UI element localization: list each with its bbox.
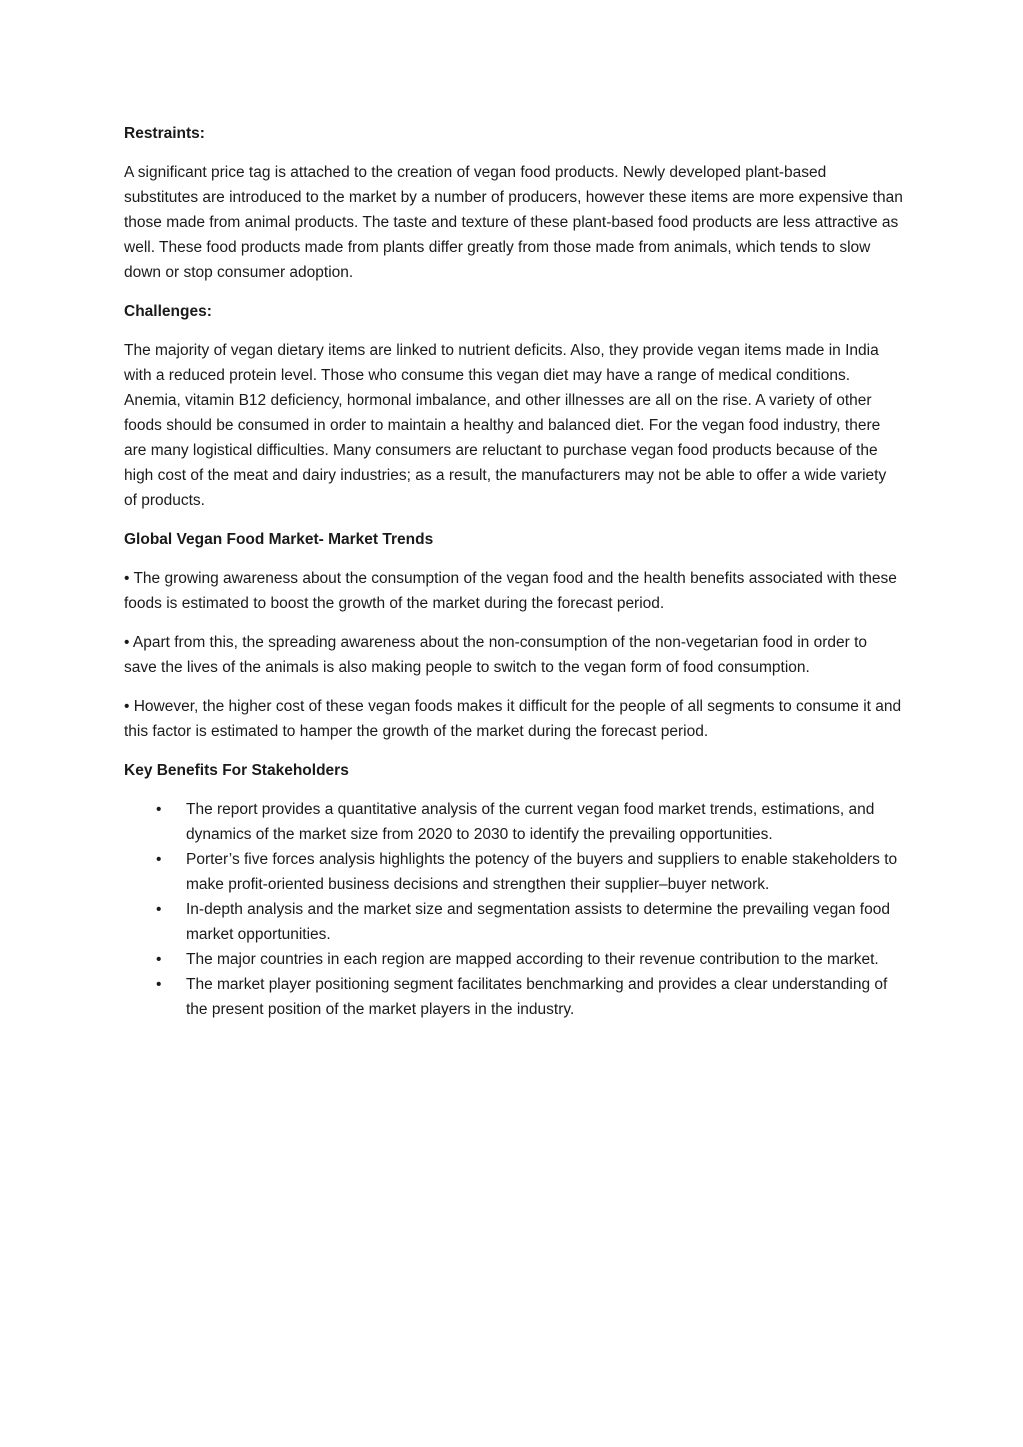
list-item-text: In-depth analysis and the market size and segmentation assists to determine the prevailing vegan food market opportunities. <box>186 901 890 943</box>
heading-key-benefits: Key Benefits For Stakeholders <box>124 762 349 779</box>
paragraph: A significant price tag is attached to the creation of vegan food products. Newly developed plant-based substitutes are introduced to the market by a number of producers, however these items are more expensive than those made from animal products. The taste and texture of these plant-based food products are less attractive as well. These food products made from plants differ greatly from those made from animals, which tends to slow down or stop consumer adoption. <box>124 164 903 281</box>
trend-paragraph: • The growing awareness about the consumption of the vegan food and the health benefits associated with these foods is estimated to boost the growth of the market during the forecast period. <box>124 570 897 612</box>
section-key-benefits <box>124 758 903 1022</box>
list-item-text: The market player positioning segment facilitates benchmarking and provides a clear understanding of the present position of the market players in the industry. <box>186 976 888 1018</box>
list-item <box>124 797 903 847</box>
trend-paragraph: • Apart from this, the spreading awareness about the non-consumption of the non-vegetarian food in order to save the lives of the animals is also making people to switch to the vegan form of food consumption. <box>124 634 867 676</box>
heading-market-trends: Global Vegan Food Market- Market Trends <box>124 531 434 548</box>
paragraph: The majority of vegan dietary items are linked to nutrient deficits. Also, they provide vegan items made in India with a reduced protein level. Those who consume this vegan diet may have a range of medical conditions. Anemia, vitamin B12 deficiency, hormonal imbalance, and other illnesses are all on the rise. A variety of other foods should be consumed in order to maintain a healthy and balanced diet. For the vegan food industry, there are many logistical difficulties. Many consumers are reluctant to purchase vegan food products because of the high cost of the meat and dairy industries; as a result, the manufacturers may not be able to offer a wide variety of products. <box>124 342 887 509</box>
bullet-icon: • <box>156 851 162 868</box>
bullet-icon: • <box>156 976 162 993</box>
trend-paragraph: • However, the higher cost of these vegan foods makes it difficult for the people of all segments to consume it and this factor is estimated to hamper the growth of the market during the forecast period. <box>124 698 902 740</box>
list-item <box>124 897 903 947</box>
section-challenges <box>124 299 903 513</box>
list-item-text: Porter’s five forces analysis highlights the potency of the buyers and suppliers to enable stakeholders to make profit-oriented business decisions and strengthen their supplier–buyer network. <box>186 851 898 893</box>
heading-challenges: Challenges: <box>124 303 212 320</box>
section-restraints <box>124 121 903 285</box>
section-market-trends <box>124 527 903 744</box>
list-item-text: The report provides a quantitative analysis of the current vegan food market trends, estimations, and dynamics of the market size from 2020 to 2030 to identify the prevailing opportunities. <box>186 801 875 843</box>
heading-restraints: Restraints: <box>124 125 205 142</box>
bullet-icon: • <box>156 801 162 818</box>
list-item <box>124 847 903 897</box>
bullet-icon: • <box>156 901 162 918</box>
key-benefits-list <box>124 797 903 1022</box>
list-item-text: The major countries in each region are mapped according to their revenue contribution to the market. <box>186 951 879 968</box>
list-item <box>124 972 903 1022</box>
bullet-icon: • <box>156 951 162 968</box>
list-item <box>124 947 903 972</box>
